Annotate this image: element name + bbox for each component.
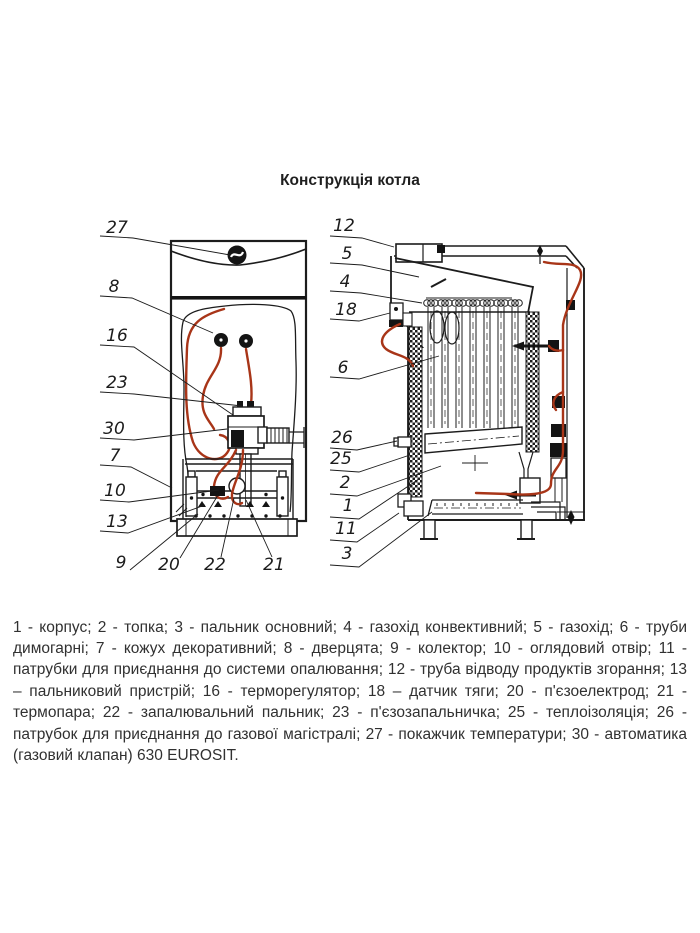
callout-13: 13	[106, 512, 128, 532]
callout-1: 1	[342, 496, 354, 516]
callout-27: 27	[106, 218, 128, 238]
callout-9: 9	[115, 553, 127, 573]
callout-6: 6	[337, 358, 349, 378]
callout-25: 25	[330, 449, 352, 469]
callout-18: 18	[335, 300, 357, 320]
callout-2: 2	[339, 473, 351, 493]
callout-23: 23	[106, 373, 128, 393]
callout-22: 22	[204, 555, 226, 575]
section-view-callouts	[330, 216, 357, 564]
callout-8: 8	[108, 277, 120, 297]
legend-text: 1 - корпус; 2 - топка; 3 - пальник основний; 4 - газохід конвективний; 5 - газохід; 6 - труби димогарні; 7 - кожух декоративний; 8 - дверцята; 9 - колектор; 10 - оглядовий отвір; 11 - патрубки для приєднання до системи опалювання; 12 - труба відводу продуктів згорання; 13 – пальниковий пристрій; 16 - терморегулятор; 18 – датчик тяги; 20 - п'єзоелектрод; 21 - термопара; 22 - запалювальний пальник; 23 - п'єзозапальничка; 25 - теплоізоляція; 26 - патрубок для приєднання до газової магістралі; 27 - покажчик температури; 30 - автоматика (газовий клапан) 630 EUROSIT.	[13, 618, 687, 764]
callout-21: 21	[263, 555, 285, 575]
callout-3: 3	[341, 544, 353, 564]
callout-30: 30	[103, 419, 125, 439]
callout-12: 12	[333, 216, 355, 236]
callout-11: 11	[335, 519, 357, 539]
callout-4: 4	[339, 272, 351, 292]
callout-5: 5	[341, 244, 353, 264]
callout-10: 10	[104, 481, 126, 501]
callout-7: 7	[109, 446, 121, 466]
page-title: Конструкція котла	[280, 172, 420, 189]
callout-16: 16	[106, 326, 128, 346]
temperature-gauge	[228, 246, 247, 265]
callout-26: 26	[331, 428, 353, 448]
callout-20: 20	[158, 555, 180, 575]
smoke-tubes	[424, 300, 523, 428]
